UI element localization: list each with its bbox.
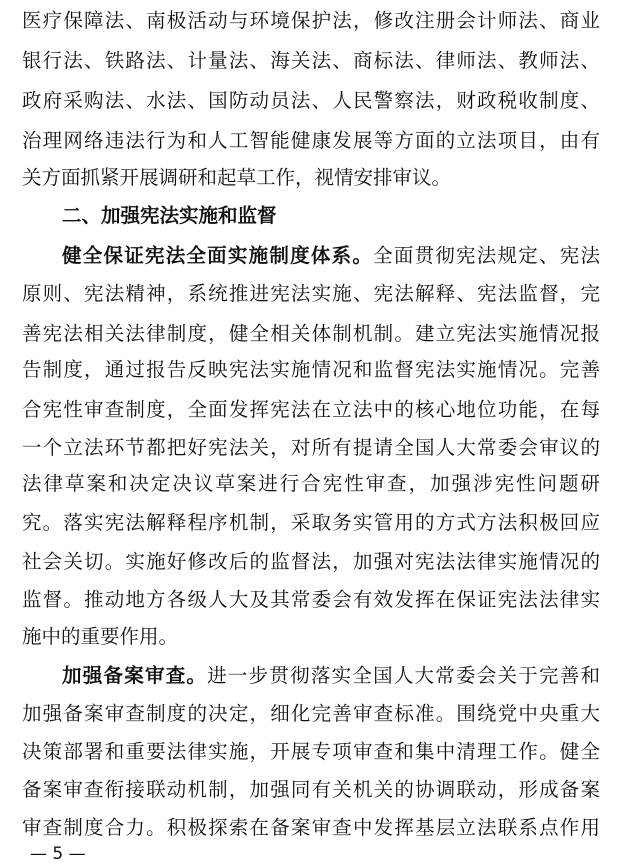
paragraph-line: 医疗保障法、南极活动与环境保护法，修改注册会计师法、商业 <box>22 9 600 32</box>
paragraph-line: 政府采购法、水法、国防动员法、人民警察法，财政税收制度、 <box>22 89 600 112</box>
paragraph-line: 治理网络违法行为和人工智能健康发展等方面的立法项目，由有 <box>22 129 600 152</box>
paragraph-line: 社会关切。实施好修改后的监督法，加强对宪法法律实施情况的 <box>22 550 600 573</box>
paragraph-first-line <box>62 661 600 691</box>
paragraph-line: 一个立法环节都把好宪法关，对所有提请全国人大常委会审议的 <box>22 436 600 459</box>
paragraph-line: 备案审查衔接联动机制，加强同有关机关的协调联动，形成备案 <box>22 778 600 801</box>
paragraph-line: 决策部署和重要法律实施，开展专项审查和集中清理工作。健全 <box>22 740 600 763</box>
paragraph-line: 原则、宪法精神，系统推进宪法实施、宪法解释、宪法监督，完 <box>22 282 600 305</box>
paragraph-first-line <box>62 241 600 271</box>
paragraph-line: 合宪性审查制度，全面发挥宪法在立法中的核心地位功能，在每 <box>22 398 600 421</box>
paragraph-text: 进一步贯彻落实全国人大常委会关于完善和 <box>207 664 600 687</box>
paragraph-line: 告制度，通过报告反映宪法实施情况和监督宪法实施情况。完善 <box>22 358 600 381</box>
paragraph-line: 施中的重要作用。 <box>22 625 179 648</box>
paragraph-line: 监督。推动地方各级人大及其常委会有效发挥在保证宪法法律实 <box>22 588 600 611</box>
paragraph-lead: 加强备案审查。 <box>62 664 208 687</box>
paragraph-line: 关方面抓紧开展调研和起草工作，视情安排审议。 <box>22 166 452 189</box>
paragraph-line: 究。落实宪法解释程序机制，采取务实管用的方式方法积极回应 <box>22 511 600 534</box>
paragraph-line: 法律草案和决定决议草案进行合宪性审查，加强涉宪性问题研 <box>22 472 600 495</box>
section-heading: 二、加强宪法实施和监督 <box>62 204 277 227</box>
paragraph-lead: 健全保证宪法全面实施制度体系。 <box>62 244 374 267</box>
paragraph-text: 全面贯彻宪法规定、宪法 <box>373 244 600 267</box>
page-number: — 5 — <box>30 844 86 864</box>
paragraph-line: 加强备案审查制度的决定，细化完善审查标准。围绕党中央重大 <box>22 702 600 725</box>
paragraph-line: 审查制度合力。积极探索在备案审查中发挥基层立法联系点作用 <box>22 816 600 839</box>
paragraph-line: 银行法、铁路法、计量法、海关法、商标法、律师法、教师法、 <box>22 49 600 72</box>
paragraph-line: 善宪法相关法律制度，健全相关体制机制。建立宪法实施情况报 <box>22 322 600 345</box>
